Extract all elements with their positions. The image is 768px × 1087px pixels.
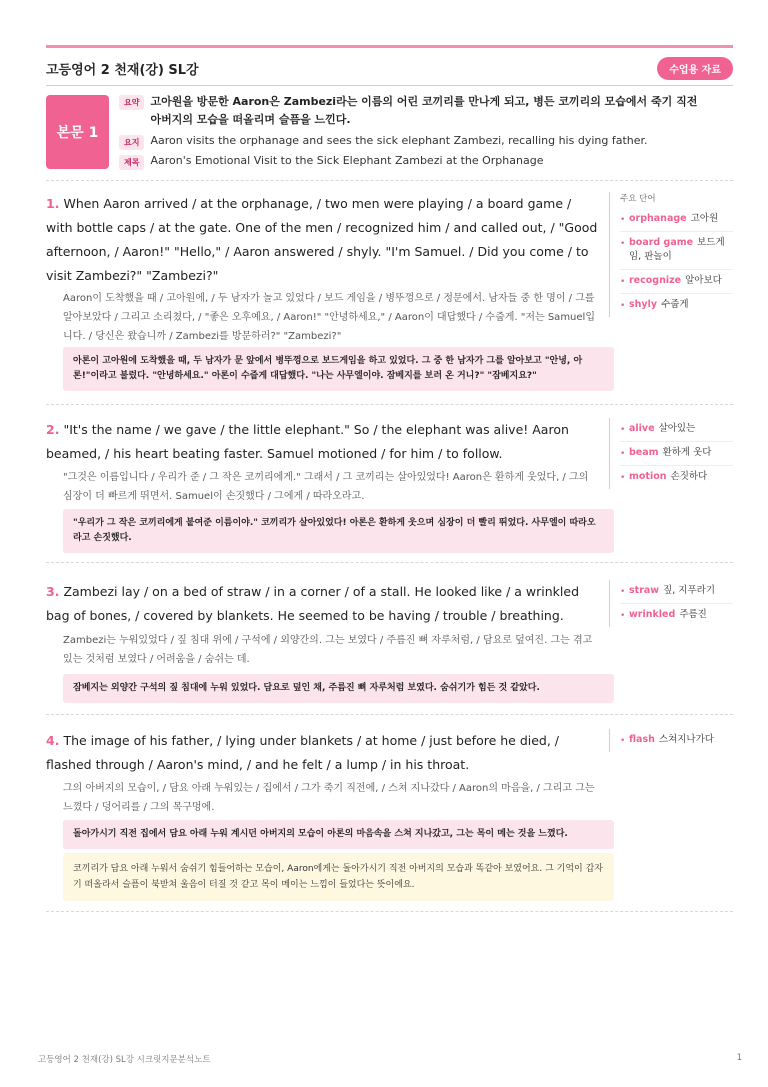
english-sentence [46,729,601,777]
vocab-list [609,192,733,317]
vocab-meaning: 손짓하다 [670,471,708,482]
english-text: Zambezi lay / on a bed of straw / in a corner / of a stall. He looked like / a wrinkled bag of bones, / covered by blankets. He seemed to be having / trouble / breathing. [46,584,580,623]
section-divider [46,562,733,563]
vocab-meaning: 고아원 [690,213,719,224]
explanation-note: 코끼리가 담요 아래 누워서 숨쉬기 힘들어하는 모습이, Aaron에게는 돌아가시기 직전 아버지의 모습과 똑같아 보였어요. 그 기억이 갑자기 떠올라서 슬픔이 북받쳐 울음이 터질 것 같고 목이 메이는 느낌이 들었다는 뜻이에요. [63,853,614,901]
vocab-item: • straw 짚, 지푸라기 [620,580,733,604]
summary-text: 고아원을 방문한 Aaron은 Zambezi라는 이름의 어린 코끼리를 만나게 되고, 병든 코끼리의 모습에서 죽기 직전 아버지의 모습을 떠올리며 슬픔을 느낀다. [150,95,698,126]
vocab-meaning: 보드게임, 판놀이 [629,237,725,262]
vocab-word: motion [629,471,667,482]
vocab-list [609,580,733,627]
vocab-word: flash [629,734,655,745]
vocab-meaning: 수줍게 [661,299,689,310]
sentence-number: 4. [46,733,60,748]
passage-label: 본문 1 [46,95,109,169]
section-divider [46,180,733,181]
vocab-item: • wrinkled 주름진 [620,609,707,621]
english-text: "It's the name / we gave / the little elephant." So / the elephant was alive! Aaron beamed, / his heart beating faster. Samuel motioned / for him / to follow. [46,422,569,461]
footer-title: 고등영어 2 천재(강) SL강 시크릿지문분석노트 [38,1055,211,1065]
vocab-meaning: 스쳐지나가다 [658,734,714,745]
page-title: 고등영어 2 천재(강) SL강 [46,62,199,78]
summary-tag: 제목 [119,155,144,170]
english-sentence [46,580,601,628]
vocab-meaning: 짚, 지푸라기 [663,585,716,596]
section-divider [46,404,733,405]
summary-tag: 요약 [119,95,144,110]
vocab-list [609,418,733,489]
english-sentence [46,192,601,288]
page-footer [38,1053,742,1065]
english-text: The image of his father, / lying under blankets / at home / just before he died, / flashed through / Aaron's mind, / and he felt / a lump / in his throat. [46,733,560,772]
class-material-badge: 수업용 자료 [657,57,733,80]
vocab-word: shyly [629,299,658,310]
english-sentence [46,418,601,466]
sentence-number: 3. [46,584,60,599]
summary-row-gist [119,93,710,129]
korean-chunk-translation: "그것은 이름입니다 / 우리가 준 / 그 작은 코끼리에게." 그래서 / 그 코끼리는 살아있었다! Aaron은 환하게 웃었다, / 그의 심장이 더 빠르게 뛰면서. Samuel이 손짓했다 / 그에게 / 따라오라고. [63,472,589,502]
full-translation: "우리가 그 작은 코끼리에게 붙여준 이름이야." 코끼리가 살아있었다! 아론은 환하게 웃으며 심장이 더 빨리 뛰었다. 사무엘이 따라오라고 손짓했다. [63,509,614,553]
summary-row-title [119,153,543,170]
sentence-section-3 [46,580,733,705]
vocab-word: alive [629,423,655,434]
full-translation: 아론이 고아원에 도착했을 때, 두 남자가 문 앞에서 병뚜껑으로 보드게임을 하고 있었다. 그 중 한 남자가 그를 알아보고 "안녕, 아론!"이라고 불렀다. "안녕하세요." 아론이 수줍게 대답했다. "나는 사무엘이야. 잠베지를 보러 온 거니?" "잠베지요?" [63,347,614,391]
section-divider [46,911,733,912]
summary-box [46,93,733,173]
korean-chunk-translation: 그의 아버지의 모습이, / 담요 아래 누워있는 / 집에서 / 그가 죽기 직전에, / 스쳐 지나갔다 / Aaron의 마음을, / 그리고 그는 느꼈다 / 덩어리를 / 그의 목구멍에. [63,783,595,813]
vocab-meaning: 살아있는 [658,423,696,434]
vocab-item: • motion 손짓하다 [620,471,708,483]
page-number: 1 [736,1053,742,1063]
full-translation: 돌아가시기 직전 집에서 담요 아래 누워 계시던 아버지의 모습이 아론의 마음속을 스쳐 지나갔고, 그는 목이 메는 것을 느꼈다. [63,820,614,849]
vocab-item: • beam 환하게 웃다 [620,442,733,466]
vocab-title: 주요 단어 [620,194,656,204]
page-header [46,57,733,79]
top-accent-bar [46,45,733,48]
section-divider [46,714,733,715]
korean-chunk-translation: Aaron이 도착했을 때 / 고아원에, / 두 남자가 놀고 있었다 / 보드 게임을 / 병뚜껑으로 / 정문에서. 남자들 중 한 명이 / 그를 알아보았다 / 그리고 소리쳤다, / "좋은 오후예요, / Aaron!" "안녕하세요," / Aaron이 대답했다 / 수줍게. "저는 Samuel입니다. / 당신은 왔습니까 / Zambezi를 방문하러?" "Zambezi?" [63,293,595,342]
vocab-meaning: 알아보다 [685,275,722,286]
vocab-item: • recognize 알아보다 [620,270,733,294]
vocab-word: straw [629,585,660,596]
vocab-word: board game [629,237,694,248]
vocab-meaning: 주름진 [679,609,707,620]
sentence-number: 2. [46,422,60,437]
english-text: When Aaron arrived / at the orphanage, / two men were playing / a board game / with bottle caps / at the gate. One of the men / recognized him / and called out, / "Good afternoon, / Aaron!" "Hello," / Aaron answered / shyly. "I'm Samuel. / Did you come / to visit Zambezi?" "Zambezi?" [46,196,598,283]
summary-tag: 요지 [119,135,144,150]
header-divider [46,85,733,86]
summary-row-main-idea [119,133,648,150]
sentence-number: 1. [46,196,60,211]
vocab-word: orphanage [629,213,687,224]
vocab-word: recognize [629,275,682,286]
sentence-section-2 [46,418,733,553]
sentence-section-1 [46,192,733,397]
vocab-item: • alive 살아있는 [620,418,733,442]
korean-chunk-translation: Zambezi는 누워있었다 / 짚 침대 위에 / 구석에 / 외양간의. 그는 보였다 / 주름진 뼈 자루처럼, / 담요로 덮여진. 그는 겪고 있는 것처럼 보였다 / 어려움을 / 숨쉬는 데. [63,635,593,665]
full-translation: 잠베지는 외양간 구석의 짚 침대에 누워 있었다. 담요로 덮인 채, 주름진 뼈 자루처럼 보였다. 숨쉬기가 힘든 것 같았다. [63,674,614,703]
vocab-item: • shyly 수줍게 [620,299,689,311]
vocab-item: • board game 보드게임, 판놀이 [620,232,733,270]
summary-text: Aaron's Emotional Visit to the Sick Elephant Zambezi at the Orphanage [150,154,544,167]
sentence-section-4 [46,729,733,904]
vocab-meaning: 환하게 웃다 [662,447,712,458]
vocab-list [609,729,733,752]
vocab-item: • orphanage 고아원 [620,208,733,232]
vocab-word: beam [629,447,659,458]
vocab-word: wrinkled [629,609,676,620]
vocab-item: • flash 스쳐지나가다 [620,734,714,746]
summary-text: Aaron visits the orphanage and sees the sick elephant Zambezi, recalling his dying father. [150,134,648,147]
